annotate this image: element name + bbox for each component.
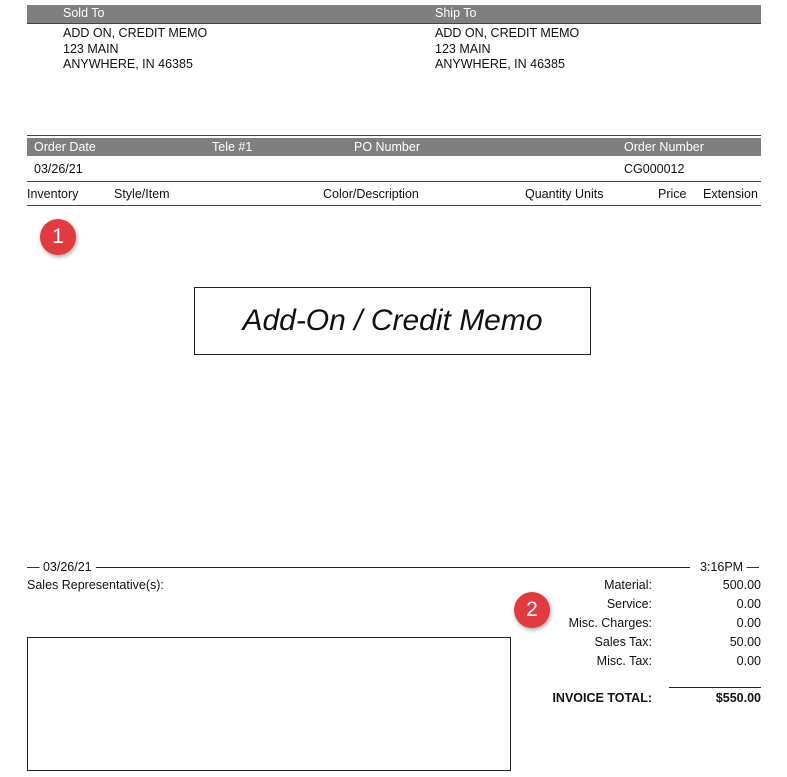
sales-tax-label: Sales Tax: [594, 635, 652, 649]
sold-to-line-2: 123 MAIN [63, 41, 119, 56]
order-date-label: Order Date [34, 140, 96, 154]
order-header-bar [27, 138, 761, 156]
po-number-label: PO Number [354, 140, 420, 154]
invoice-total-label: INVOICE TOTAL: [552, 691, 652, 705]
address-header-underline [27, 23, 761, 24]
sales-representative-label: Sales Representative(s): [27, 578, 164, 592]
order-number-label: Order Number [624, 140, 704, 154]
ship-to-header: Ship To [435, 6, 477, 20]
ship-to-line-1: ADD ON, CREDIT MEMO [435, 26, 580, 40]
annotation-badge-1: 1 [40, 219, 76, 255]
extension-column-header: Extension [703, 187, 758, 201]
misc-charges-label: Misc. Charges: [568, 616, 652, 630]
sold-to-line-3: ANYWHERE, IN 46385 [63, 57, 193, 71]
column-header-underline [27, 205, 761, 206]
ship-to-line-2: 123 MAIN [435, 41, 491, 56]
order-values-underline [27, 181, 761, 182]
misc-tax-label: Misc. Tax: [596, 654, 652, 668]
invoice-total-value: $550.00 [715, 691, 761, 705]
footer-date: — 03/26/21 [27, 560, 92, 574]
sales-tax-value: 50.00 [729, 635, 761, 649]
inventory-column-header: Inventory [27, 187, 79, 201]
add-on-credit-memo-label: Add-On / Credit Memo [194, 287, 591, 355]
quantity-units-column-header: Quantity Units [525, 187, 604, 201]
price-column-header: Price [658, 187, 687, 201]
order-header-topline [27, 135, 761, 136]
service-label: Service: [606, 597, 652, 611]
invoice-total-overline [669, 687, 761, 688]
address-header-bar [27, 5, 761, 23]
ship-to-address [435, 26, 579, 73]
color-description-column-header: Color/Description [323, 187, 419, 201]
footer-time: 3:16PM — [700, 560, 760, 574]
notes-box [27, 637, 511, 771]
order-date-value: 03/26/21 [34, 162, 83, 176]
tele-label: Tele #1 [212, 140, 253, 154]
material-value: 500.00 [722, 578, 761, 592]
order-number-value: CG000012 [624, 162, 685, 176]
footer-divider-line [96, 567, 690, 568]
misc-tax-value: 0.00 [736, 654, 761, 668]
sold-to-header: Sold To [63, 6, 105, 20]
misc-charges-value: 0.00 [736, 616, 761, 630]
sold-to-address [63, 26, 207, 73]
service-value: 0.00 [736, 597, 761, 611]
annotation-badge-2: 2 [514, 592, 550, 628]
sold-to-line-1: ADD ON, CREDIT MEMO [63, 26, 208, 40]
style-item-column-header: Style/Item [114, 187, 170, 201]
material-label: Material: [604, 578, 652, 592]
ship-to-line-3: ANYWHERE, IN 46385 [435, 57, 565, 71]
